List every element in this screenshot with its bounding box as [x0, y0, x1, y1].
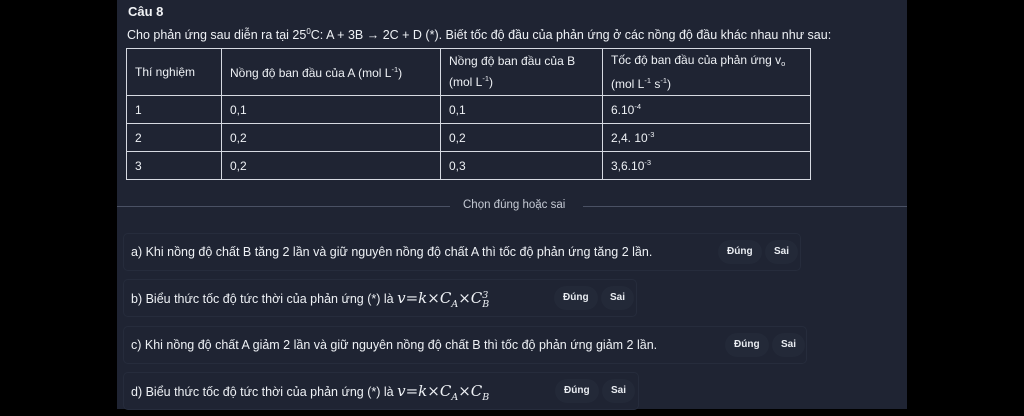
- cell-conc-b: 0,3: [441, 152, 603, 180]
- statement-a-text: a) Khi nồng độ chất B tăng 2 lần và giữ nguyên nồng độ chất A thì tốc độ phản ứng tăng 2 lần.: [131, 245, 653, 259]
- statement-a-false-button[interactable]: Sai: [765, 240, 798, 264]
- statement-d: [124, 373, 638, 409]
- statement-b-true-button[interactable]: Đúng: [554, 286, 598, 310]
- table-row: [127, 152, 811, 180]
- cell-conc-a: 0,2: [222, 152, 441, 180]
- statement-c-true-button[interactable]: Đúng: [725, 333, 769, 357]
- cell-conc-b: 0,1: [441, 96, 603, 124]
- cell-rate: $6.10^{-4}$: [603, 96, 811, 124]
- statement-b-text: b) Biểu thức tốc độ tức thời của phản ứng (*) là $v=k\times C_A\times C^3_B$: [131, 289, 490, 310]
- question-panel: [117, 0, 907, 409]
- cell-experiment: 2: [127, 124, 222, 152]
- divider-line-right: [583, 206, 907, 207]
- header-conc-a: Nồng độ ban đầu của A (mol $L^{-1}$): [222, 49, 441, 96]
- formula-b: $v=k\times C_A\times C^3_B$: [397, 289, 490, 310]
- statement-c-text: c) Khi nồng độ chất A giảm 2 lần và giữ nguyên nồng độ chất B thì tốc độ phản ứng giảm 2 lần.: [131, 338, 658, 352]
- rate-data-table: [126, 48, 811, 180]
- header-conc-b: Nồng độ ban đầu của B (mol $L^{-1}$): [441, 49, 603, 96]
- statement-a: [124, 234, 800, 270]
- table-header-row: [127, 49, 811, 96]
- statement-d-false-button[interactable]: Sai: [602, 379, 635, 403]
- cell-experiment: 1: [127, 96, 222, 124]
- formula-d: $v=k\times C_A\times C_B$: [397, 382, 490, 403]
- statement-b-false-button[interactable]: Sai: [601, 286, 634, 310]
- question-text-pre: Cho phản ứng sau diễn ra tại 25: [127, 28, 307, 42]
- header-initial-rate: Tốc độ ban đầu của phản ứng $v_o$ (mol $L^{-1}$ $s^{-1}$): [603, 49, 811, 96]
- cell-conc-a: 0,2: [222, 124, 441, 152]
- statement-d-true-button[interactable]: Đúng: [555, 379, 599, 403]
- question-text: [127, 27, 831, 42]
- statement-c-false-button[interactable]: Sai: [772, 333, 805, 357]
- statement-b: [124, 280, 636, 316]
- cell-rate: 2,4. $10^{-3}$: [603, 124, 811, 152]
- table-row: [127, 96, 811, 124]
- question-text-post: C: A + 3B → 2C + D (*). Biết tốc độ đầu của phản ứng ở các nồng độ đầu khác nhau như sau:: [310, 28, 832, 42]
- question-text-sup: 0: [306, 27, 311, 36]
- cell-experiment: 3: [127, 152, 222, 180]
- cell-conc-b: 0,2: [441, 124, 603, 152]
- divider-line-left: [117, 206, 450, 207]
- divider-label: Chọn đúng hoặc sai: [463, 199, 566, 211]
- cell-conc-a: 0,1: [222, 96, 441, 124]
- header-experiment: Thí nghiệm: [127, 49, 222, 96]
- statement-d-text: d) Biểu thức tốc độ tức thời của phản ứng (*) là $v=k\times C_A\times C_B$: [131, 382, 490, 403]
- table-row: [127, 124, 811, 152]
- cell-rate: $3,6.10^{-3}$: [603, 152, 811, 180]
- question-title: Câu 8: [128, 4, 164, 19]
- statement-c: [124, 327, 806, 363]
- statement-a-true-button[interactable]: Đúng: [718, 240, 762, 264]
